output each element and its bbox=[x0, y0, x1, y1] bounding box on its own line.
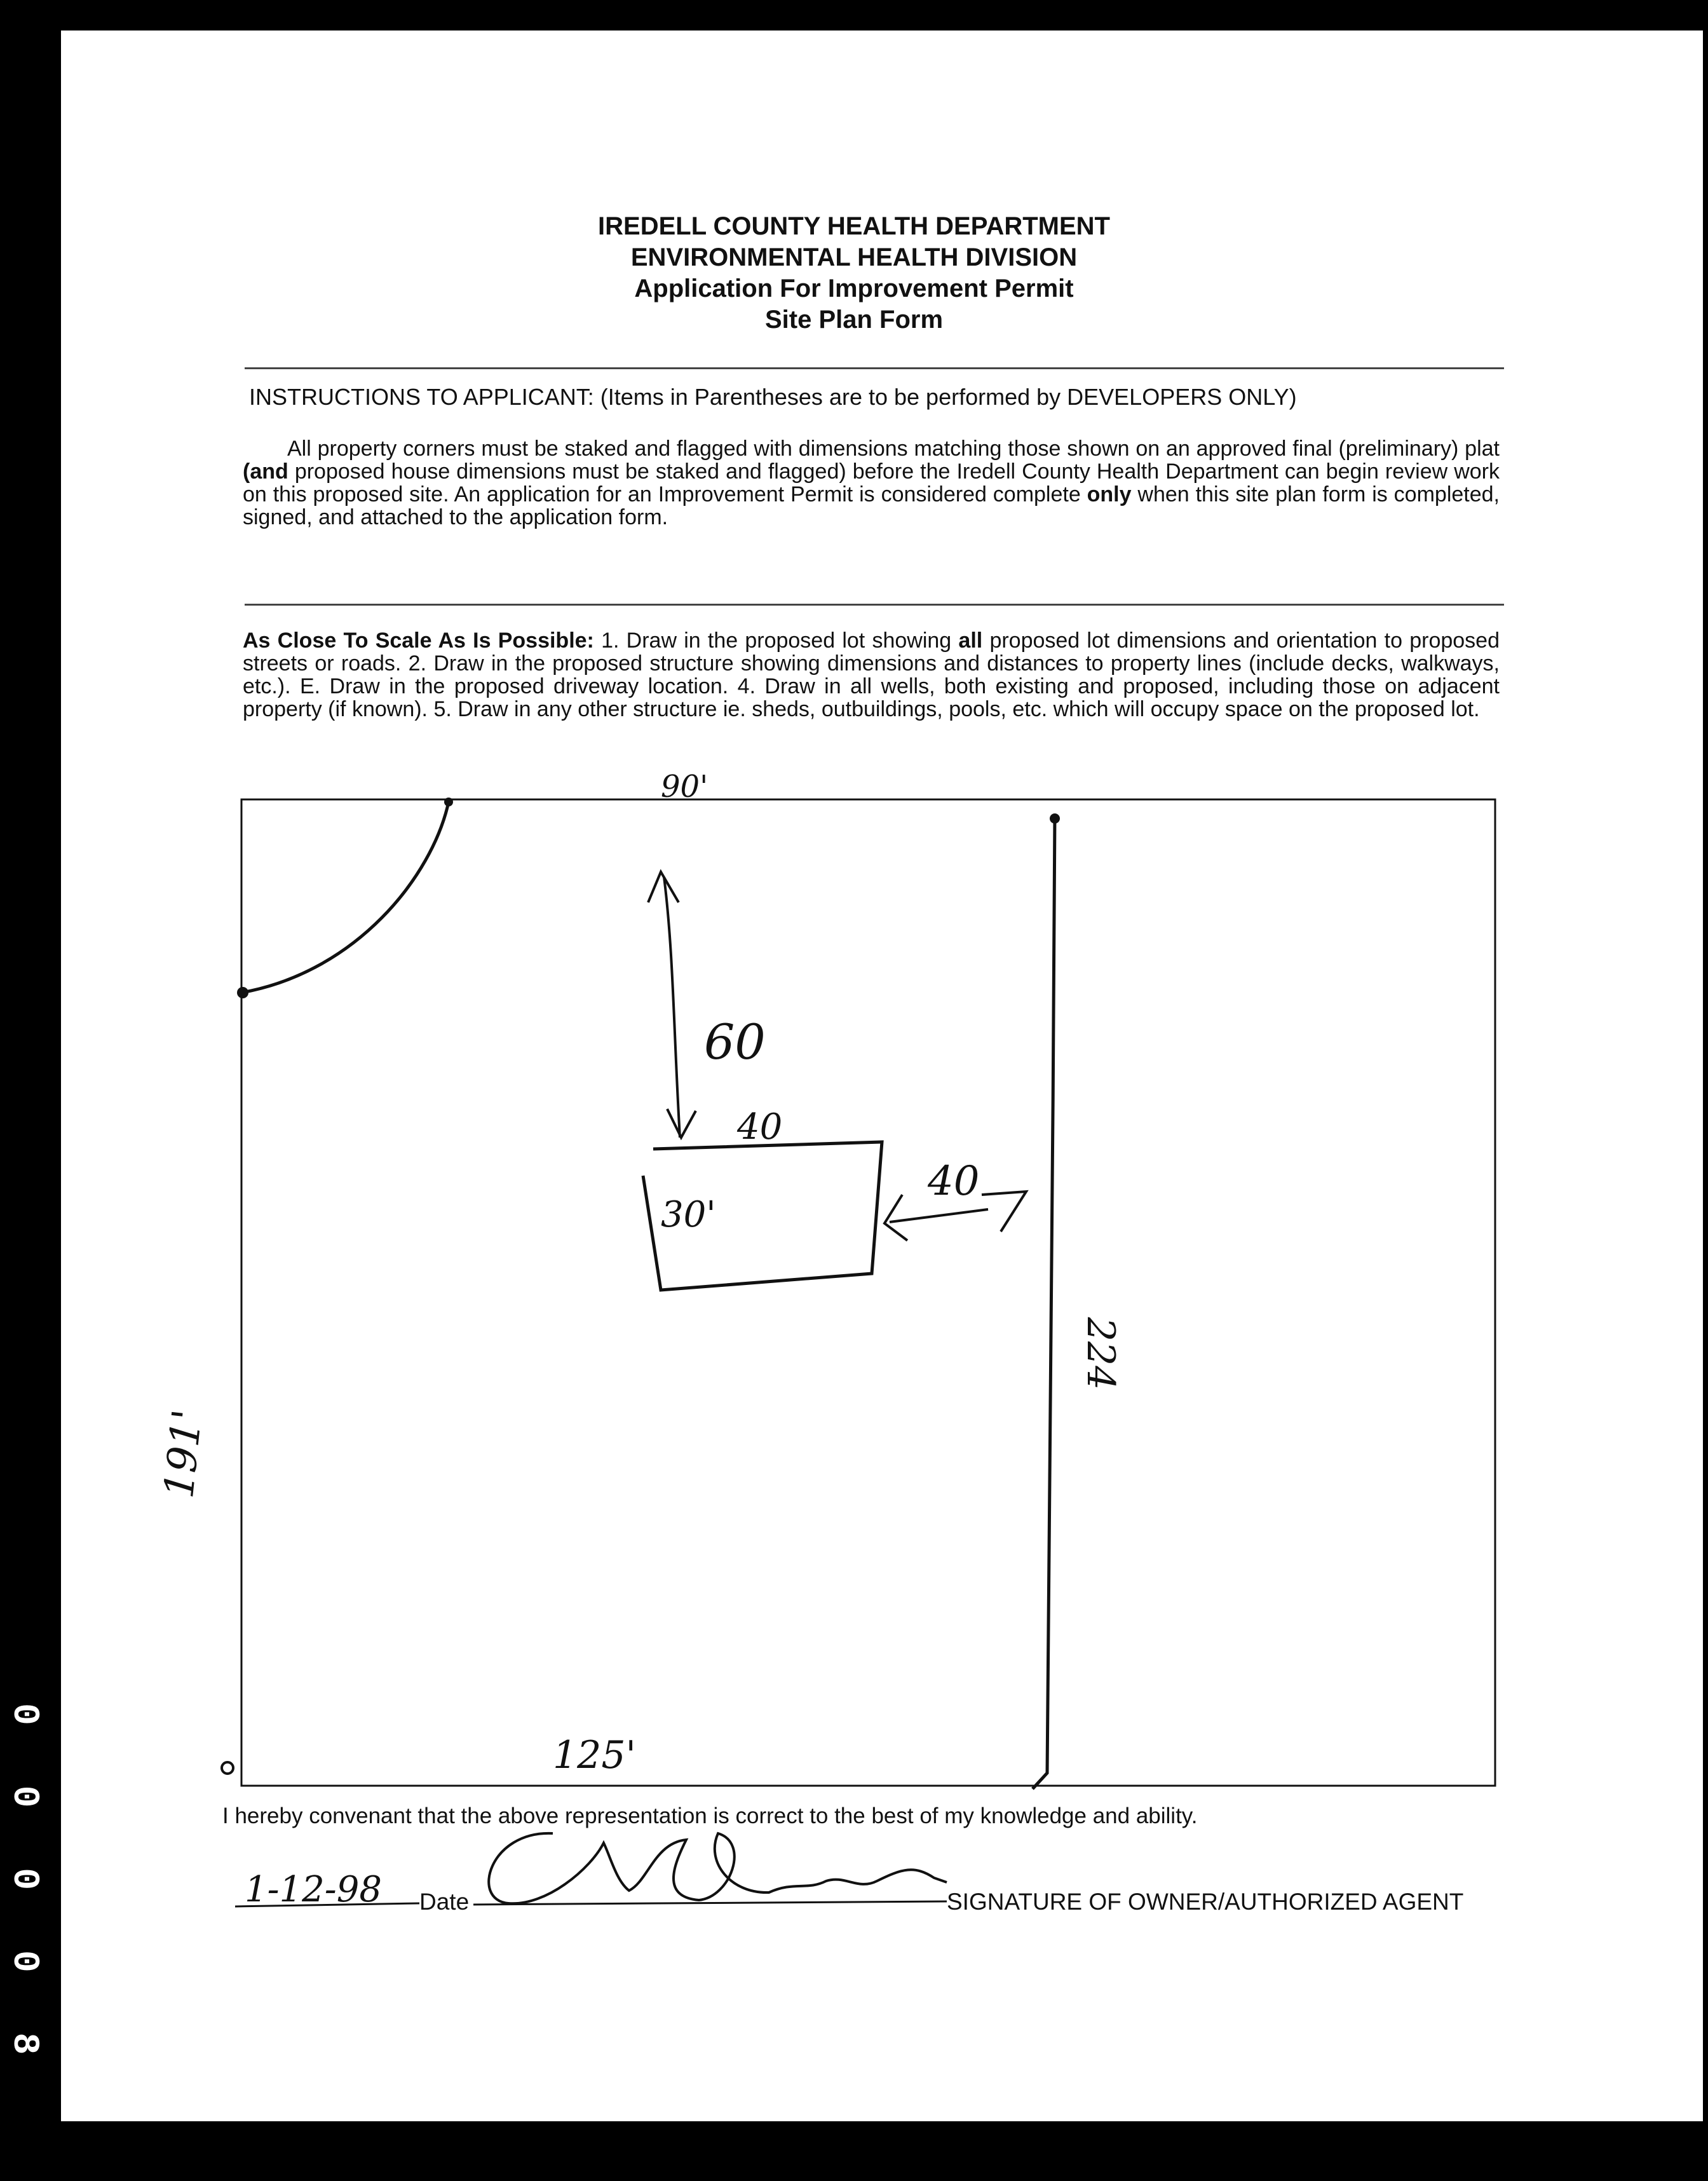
side-arrow bbox=[890, 1209, 988, 1222]
instructions-heading: INSTRUCTIONS TO APPLICANT: (Items in Parentheses are to be performed by DEVELOPERS ONLY) bbox=[249, 384, 1297, 410]
house-width-label: 40 bbox=[737, 1106, 783, 1148]
arrowhead bbox=[884, 1195, 907, 1240]
corner-curve bbox=[241, 802, 449, 993]
setback-label: 60 bbox=[704, 1014, 766, 1070]
application-title: Application For Improvement Permit bbox=[634, 275, 1074, 302]
corner-stake bbox=[237, 987, 248, 998]
setback-arrow bbox=[664, 877, 680, 1138]
scan-edge-marks: 0 0 0 0 8 bbox=[3, 1703, 44, 2074]
arrowhead bbox=[667, 1109, 696, 1138]
signature-scrawl bbox=[489, 1833, 947, 1903]
division-title: ENVIRONMENTAL HEALTH DIVISION bbox=[630, 243, 1078, 271]
bottom-dimension-label: 125' bbox=[553, 1733, 637, 1777]
top-dimension-label: 90' bbox=[661, 769, 708, 805]
certification-statement: I hereby convenant that the above representation is correct to the best of my knowledge and ability. bbox=[222, 1804, 1198, 1828]
date-label: Date bbox=[419, 1889, 470, 1915]
arrowhead bbox=[648, 872, 679, 902]
right-dimension-label: 224 bbox=[1078, 1317, 1123, 1390]
corner-stake bbox=[222, 1762, 233, 1774]
corner-stake bbox=[1050, 813, 1060, 824]
lot-divider-line bbox=[1033, 815, 1055, 1789]
signature-underline bbox=[473, 1901, 947, 1905]
arrowhead bbox=[982, 1192, 1026, 1232]
date-value: 1-12-98 bbox=[245, 1869, 382, 1910]
house-depth-label: 30' bbox=[661, 1194, 716, 1235]
signature-label: SIGNATURE OF OWNER/AUTHORIZED AGENT bbox=[947, 1889, 1464, 1915]
side-distance-label: 40 bbox=[928, 1158, 980, 1205]
department-title: IREDELL COUNTY HEALTH DEPARTMENT bbox=[598, 212, 1110, 240]
left-dimension-label: 191' bbox=[156, 1407, 212, 1501]
plot-frame bbox=[241, 799, 1495, 1786]
form-title: Site Plan Form bbox=[764, 306, 944, 334]
instructions-body: All property corners must be staked and flagged with dimensions matching those shown on an approved final (preliminary) plat (and proposed house dimensions must be staked and flagged) before the Iredell County Health Department can begin review work on this proposed site. An application for an Improvement Permit is considered complete only when this site plan form is completed, signed, and attached to the application form. bbox=[243, 437, 1500, 529]
corner-stake bbox=[444, 798, 453, 806]
scale-instructions: As Close To Scale As Is Possible: 1. Draw in the proposed lot showing all proposed lot dimensions and orientation to proposed streets or roads. 2. Draw in the proposed structure showing dimensions and distances to property lines (include decks, walkways, etc.). E. Draw in the proposed driveway location. 4. Draw in all wells, both existing and proposed, including those on adjacent property (if known). 5. Draw in any other structure ie. sheds, outbuildings, pools, etc. which will occupy space on the proposed lot. bbox=[243, 628, 1500, 721]
